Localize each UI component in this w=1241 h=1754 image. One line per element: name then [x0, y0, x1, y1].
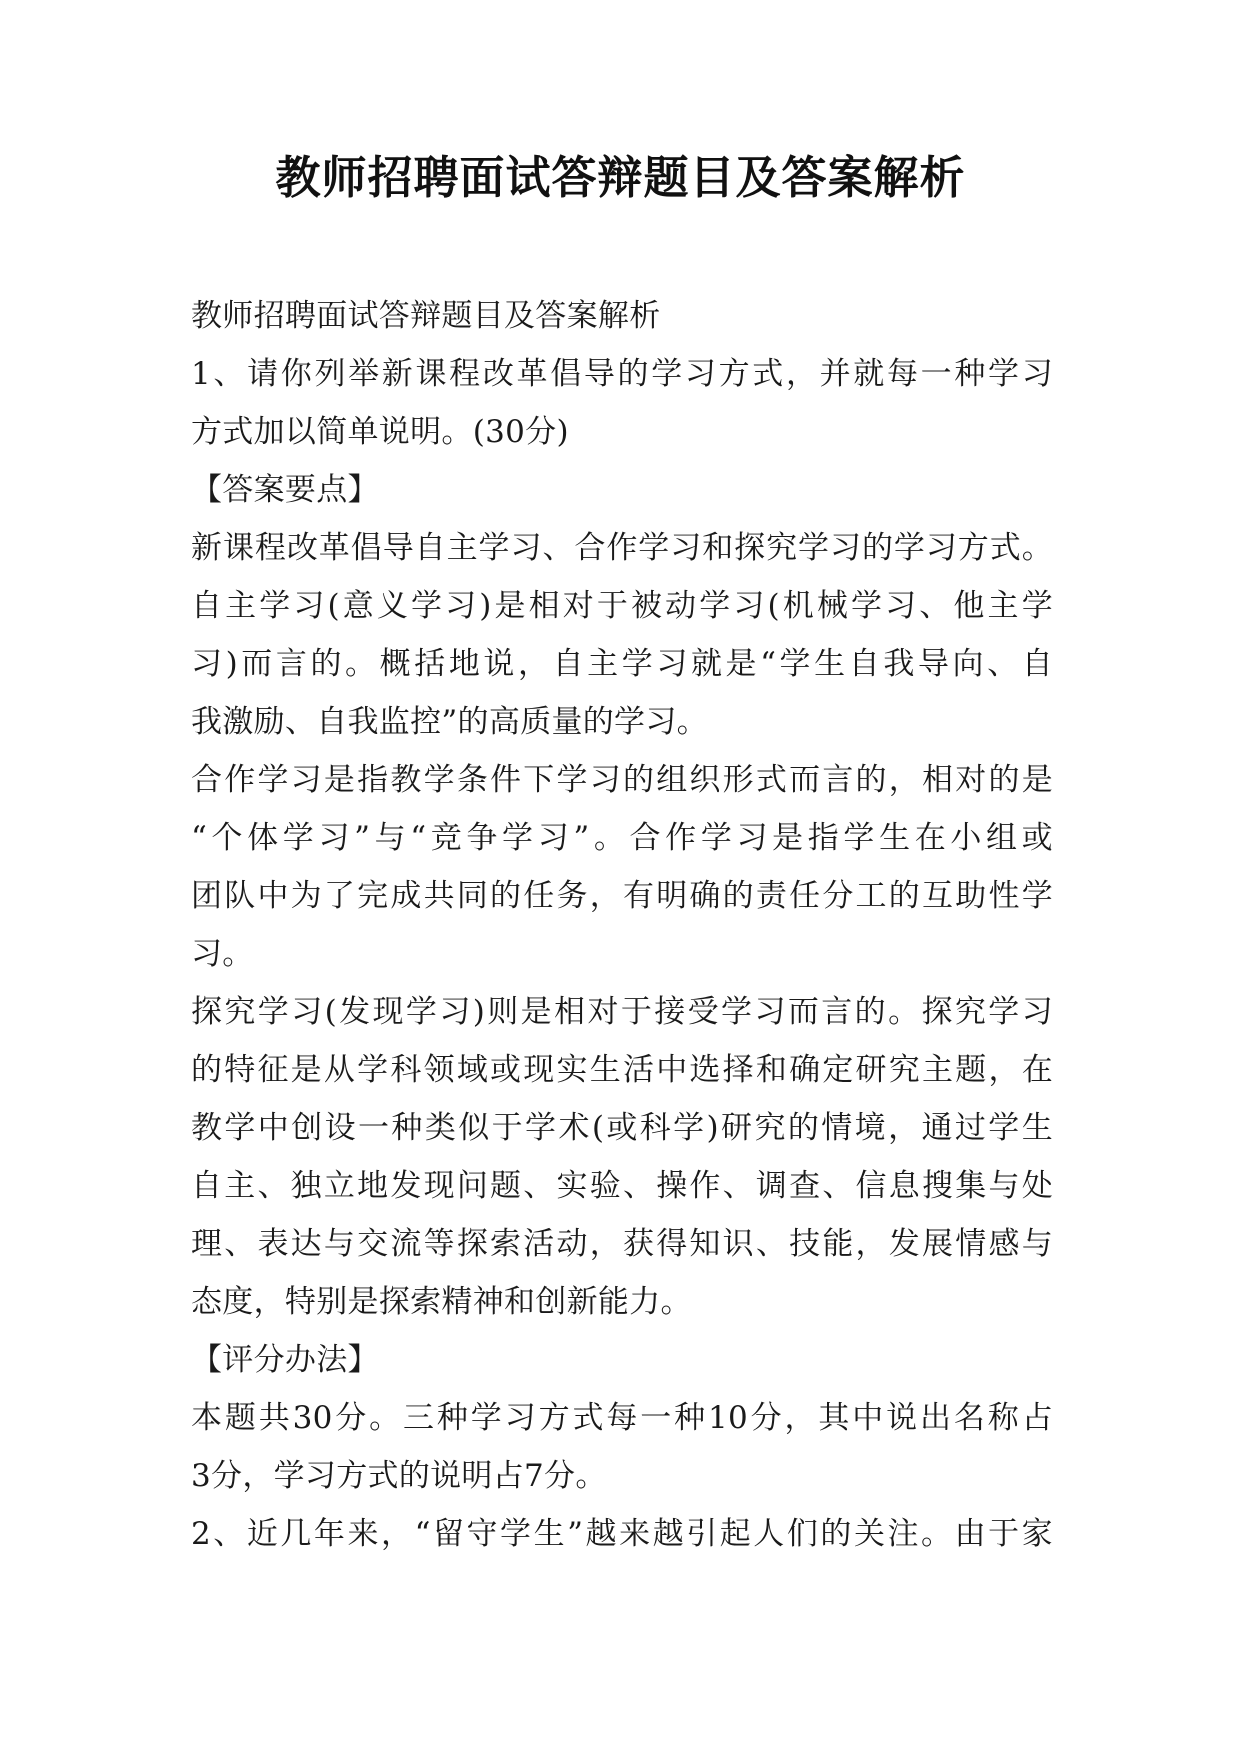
- body-line: 的特征是从学科领域或现实生活中选择和确定研究主题，在: [191, 1052, 1053, 1088]
- body-line-question-1: 1、请你列举新课程改革倡导的学习方式，并就每一种学习: [191, 356, 1053, 392]
- body-line: “个体学习”与“竞争学习”。合作学习是指学生在小组或: [191, 820, 1053, 856]
- body-line: 教学中创设一种类似于学术(或科学)研究的情境，通过学生: [191, 1110, 1053, 1146]
- document-body: [191, 287, 1053, 1563]
- body-line: 习)而言的。概括地说，自主学习就是“学生自我导向、自: [191, 646, 1053, 682]
- body-line: 态度，特别是探索精神和创新能力。: [191, 1284, 692, 1320]
- body-line: 合作学习是指教学条件下学习的组织形式而言的，相对的是: [191, 762, 1053, 798]
- document-title: 教师招聘面试答辩题目及答案解析: [275, 151, 966, 204]
- body-line-subtitle: 教师招聘面试答辩题目及答案解析: [191, 298, 661, 334]
- body-line: 理、表达与交流等探索活动，获得知识、技能，发展情感与: [191, 1226, 1053, 1262]
- body-line: 我激励、自我监控”的高质量的学习。: [191, 704, 708, 740]
- body-line: 新课程改革倡导自主学习、合作学习和探究学习的学习方式。: [191, 530, 1053, 566]
- body-line: 方式加以简单说明。(30分): [191, 414, 569, 450]
- body-line: 团队中为了完成共同的任务，有明确的责任分工的互助性学: [191, 878, 1053, 914]
- body-line: 自主学习(意义学习)是相对于被动学习(机械学习、他主学: [191, 588, 1053, 624]
- body-line-question-2: 2、近几年来，“留守学生”越来越引起人们的关注。由于家: [191, 1516, 1053, 1552]
- section-heading-answer-points: 【答案要点】: [191, 472, 379, 508]
- body-line: 自主、独立地发现问题、实验、操作、调查、信息搜集与处: [191, 1168, 1053, 1204]
- body-line: 习。: [191, 936, 254, 972]
- body-line: 本题共30分。三种学习方式每一种10分，其中说出名称占: [191, 1400, 1053, 1436]
- body-line: 3分，学习方式的说明占7分。: [191, 1458, 607, 1494]
- section-heading-scoring-method: 【评分办法】: [191, 1342, 379, 1378]
- body-line: 探究学习(发现学习)则是相对于接受学习而言的。探究学习: [191, 994, 1053, 1030]
